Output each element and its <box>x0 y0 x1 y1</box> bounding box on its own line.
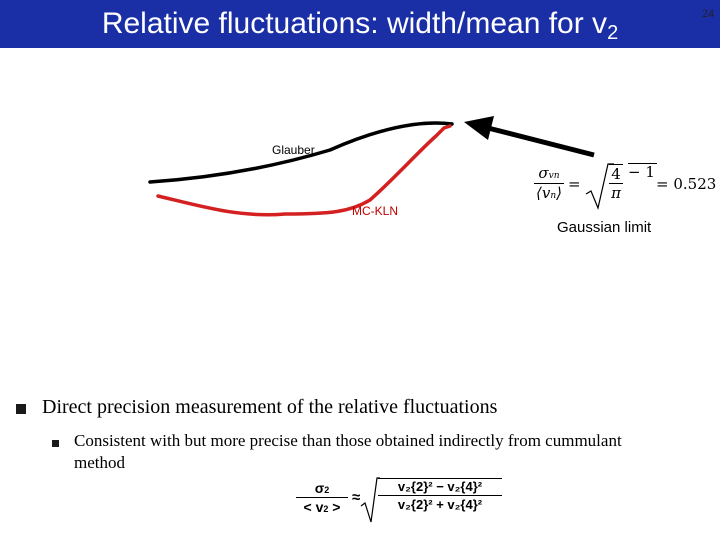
formula-equals: = <box>568 175 581 193</box>
slide-title-text: Relative fluctuations: width/mean for v <box>101 7 608 40</box>
sqrt-numerator: 4 <box>611 165 621 183</box>
gaussian-arrow-head <box>464 116 494 140</box>
bullet-marker-2 <box>52 440 59 447</box>
formula-numerator: σvn <box>538 164 560 182</box>
formula-result: = 0.523 <box>656 175 717 193</box>
cumulant-rhs <box>378 478 502 512</box>
mckln-label: MC-KLN <box>352 204 399 218</box>
sqrt-denominator: π <box>611 184 621 202</box>
mckln-curve <box>158 126 450 215</box>
sqrt-fraction <box>609 164 623 202</box>
cumulant-sqrt-sign <box>360 476 380 524</box>
gaussian-limit-label: Gaussian limit <box>557 219 652 236</box>
bullet-marker-1 <box>16 404 26 414</box>
cumulant-lhs <box>296 480 348 515</box>
formula-denominator: ⟨vn⟩ <box>536 184 562 202</box>
bullet-text-1: Direct precision measurement of the relative fluctuations <box>42 396 498 418</box>
cumulant-rhs-bar <box>378 495 502 496</box>
bullet-text-2: Consistent with but more precise than those obtained indirectly from cummulant method <box>74 431 622 472</box>
glauber-label: Glauber <box>272 143 315 157</box>
cumulant-approx: ≈ <box>352 489 361 506</box>
cumulant-lhs-denominator: < v2 > <box>303 499 341 515</box>
page-number: 24 <box>702 6 714 20</box>
slide-title-subscript: 2 <box>607 22 619 44</box>
formula-fraction <box>534 164 564 202</box>
cumulant-rhs-numerator: v₂{2}² − v₂{4}² <box>397 479 483 494</box>
gaussian-limit-formula <box>534 162 717 214</box>
cumulant-formula <box>296 476 506 526</box>
cumulant-lhs-numerator: σ2 <box>314 480 330 496</box>
cumulant-lhs-bar <box>296 497 348 498</box>
formula-minus-one: − 1 <box>628 163 655 181</box>
cumulant-rhs-denominator: v₂{2}² + v₂{4}² <box>397 497 483 512</box>
gaussian-arrow-shaft <box>488 128 594 155</box>
